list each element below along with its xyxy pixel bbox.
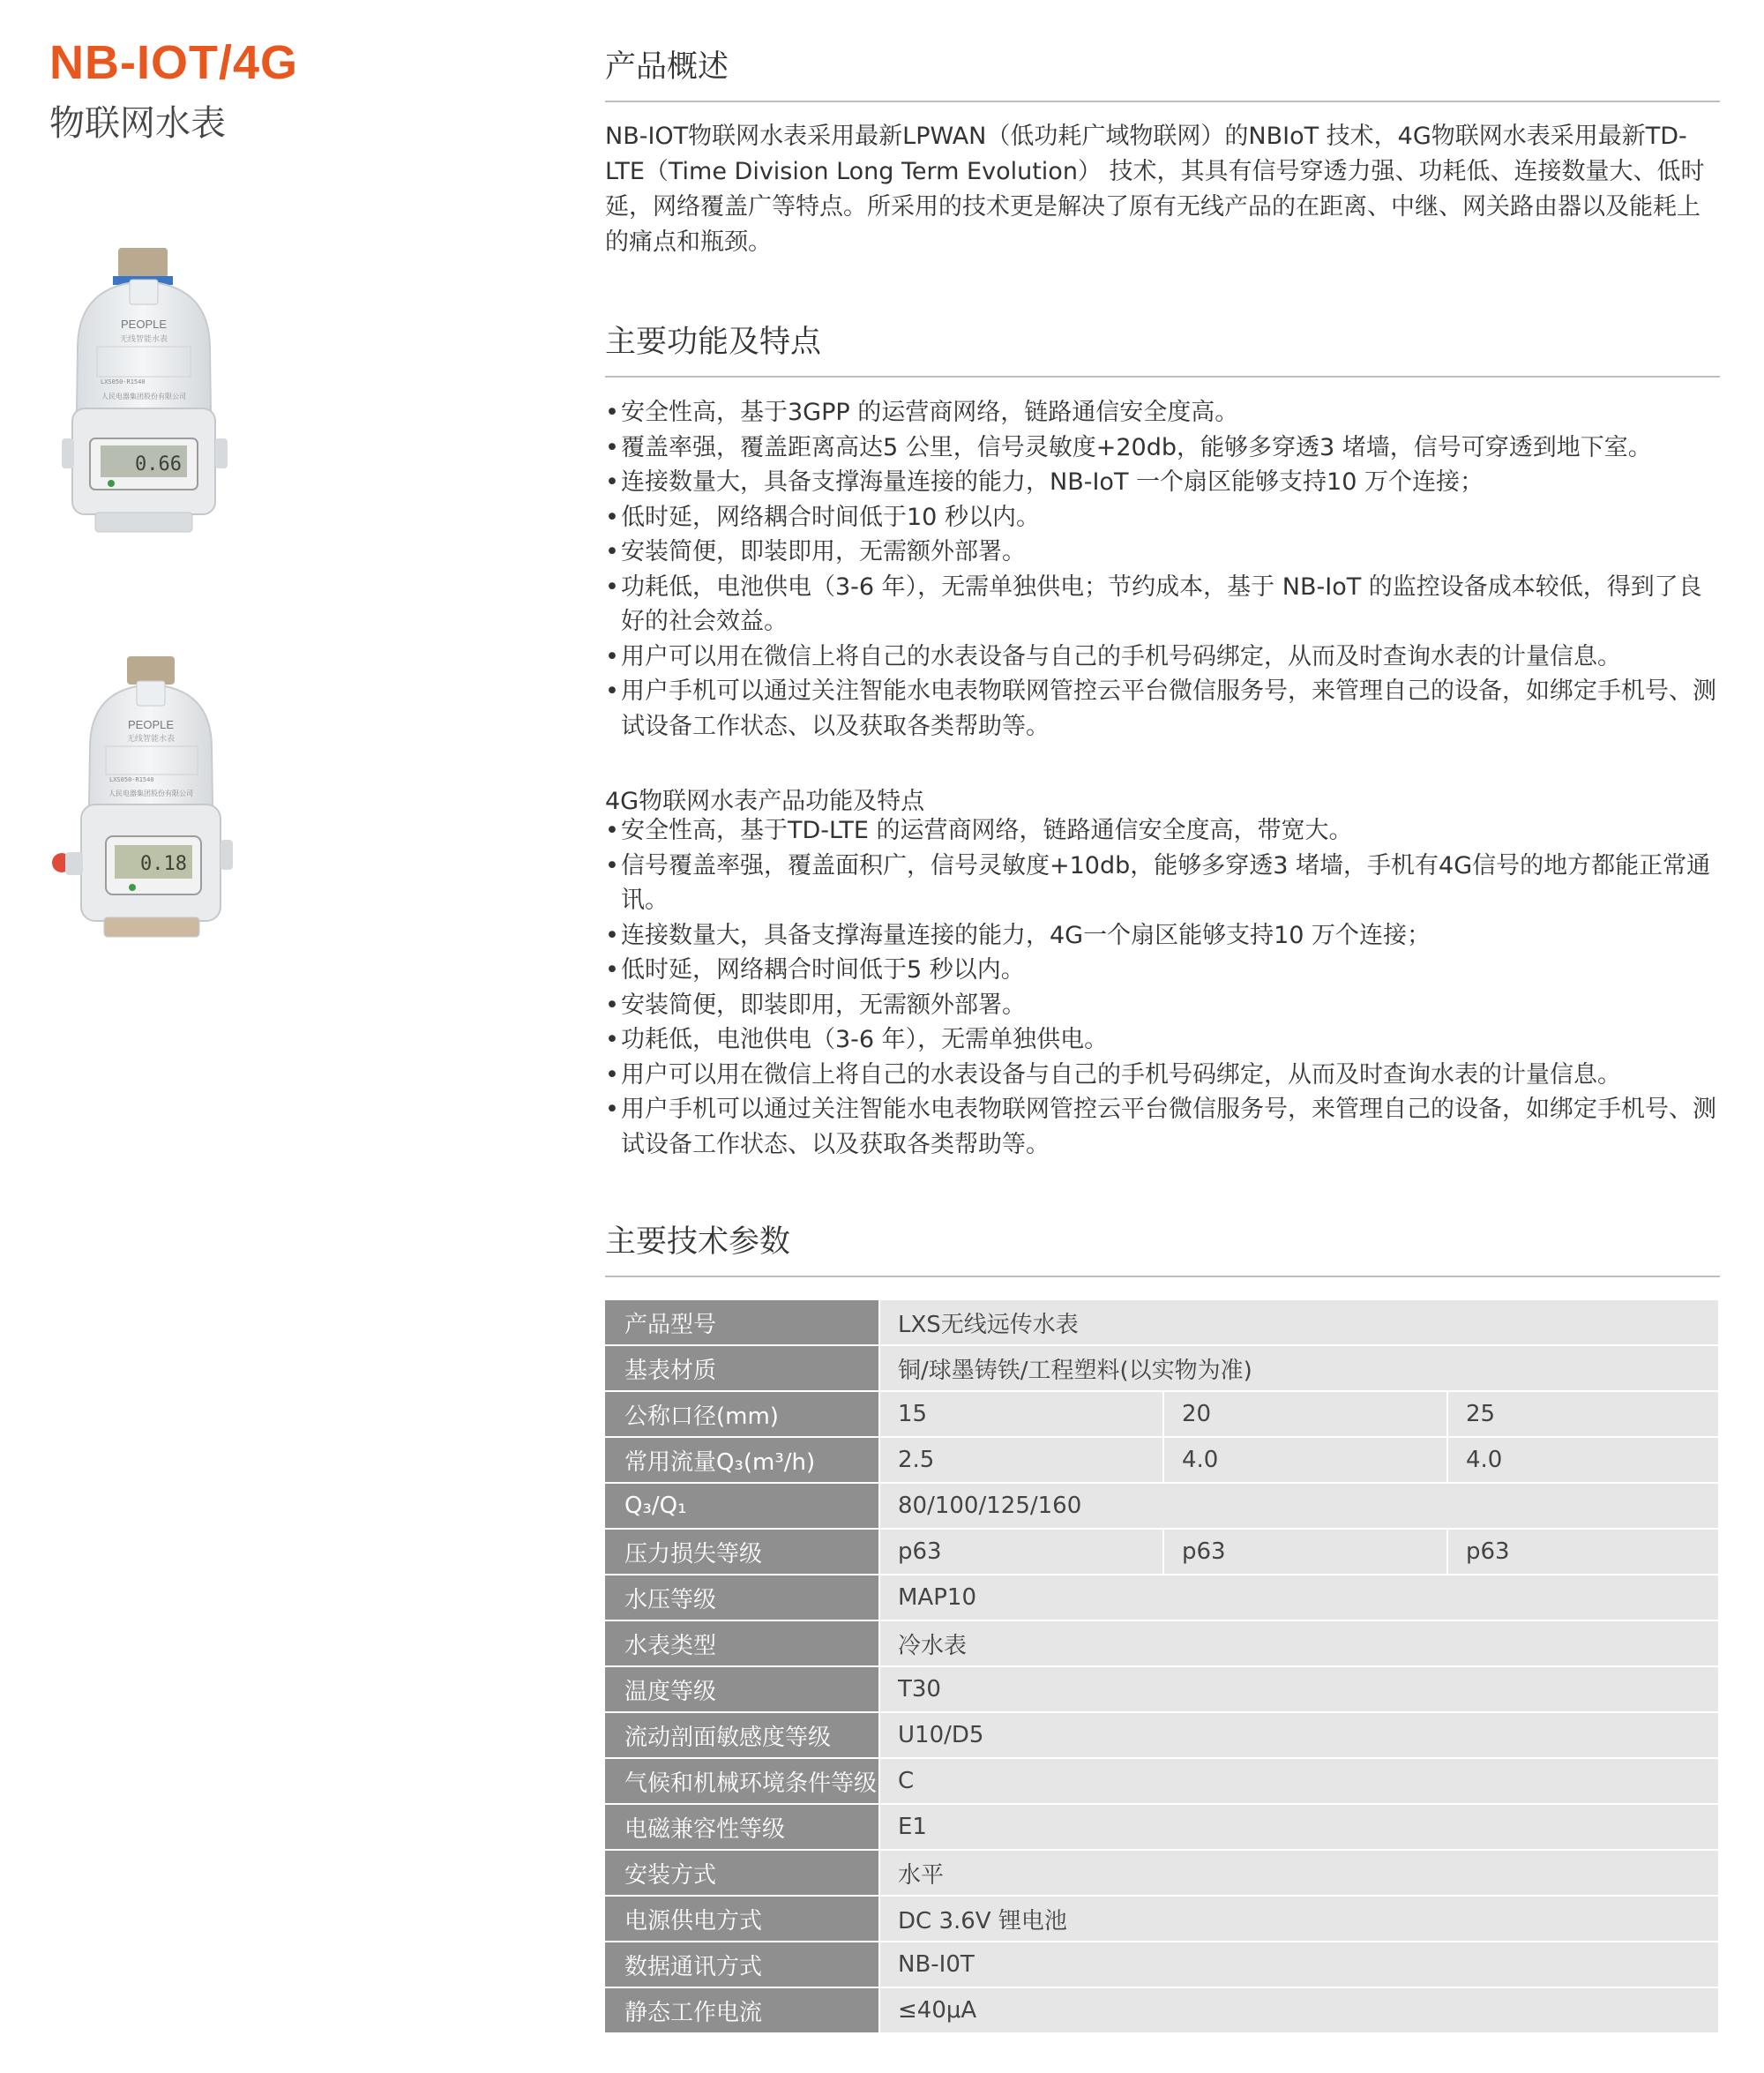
table-row <box>605 1712 1718 1758</box>
nb-feature-list <box>605 395 1720 744</box>
table-row <box>605 1575 1718 1620</box>
list-item: • 安全性高，基于TD-LTE 的运营商网络，链路通信安全度高，带宽大。 <box>605 813 1720 849</box>
meter-brand: PEOPLE <box>120 318 168 331</box>
pipe-connector <box>127 656 175 685</box>
spec-value: 冷水表 <box>879 1620 1718 1666</box>
spec-value: ≤40μA <box>879 1987 1718 2033</box>
spec-value: NB-I0T <box>879 1942 1718 1987</box>
table-row <box>605 1300 1718 1345</box>
spec-value: DC 3.6V 锂电池 <box>879 1896 1718 1942</box>
overview-text: NB-IOT物联网水表采用最新LPWAN（低功耗广域物联网）的NBIoT 技术，4G物联网水表采用最新TD-LTE（Time Division Long Term Evolution） 技术，其具有信号穿透力强、功耗低、连接数量大、低时延，网络覆盖广等特点。所采用的技术更是解决了原有无线产品的在距离、中继、网关路由器以及能耗上的痛点和瓶颈。 <box>605 123 1705 256</box>
list-item: • 低时延，网络耦合时间低于10 秒以内。 <box>605 500 1720 535</box>
pipe-connector <box>118 248 168 278</box>
table-row <box>605 1987 1718 2033</box>
list-item: • 功耗低，电池供电（3-6 年），无需单独供电；节约成本，基于 NB-IoT 的监控设备成本较低，得到了良好的社会效益。 <box>605 570 1720 640</box>
table-row <box>605 1896 1718 1942</box>
list-item: • 用户手机可以通过关注智能水电表物联网管控云平台微信服务号，来管理自己的设备，如绑定手机号、测试设备工作状态、以及获取各类帮助等。 <box>605 674 1720 744</box>
spec-key: 产品型号 <box>605 1300 879 1345</box>
overview-heading: 产品概述 <box>605 42 1720 102</box>
product-subtitle: 物联网水表 <box>49 103 226 144</box>
spec-key: 温度等级 <box>605 1666 879 1712</box>
spec-key: 流动剖面敏感度等级 <box>605 1712 879 1758</box>
spec-key: 基表材质 <box>605 1345 879 1391</box>
spec-value: 20 <box>1163 1391 1447 1437</box>
spec-value: E1 <box>879 1804 1718 1850</box>
table-row <box>605 1942 1718 1987</box>
spec-key: 压力损失等级 <box>605 1529 879 1575</box>
meter-model-line: 无线智能水表 <box>119 335 168 344</box>
features-heading: 主要功能及特点 <box>605 318 1720 378</box>
list-item: • 功耗低，电池供电（3-6 年），无需单独供电。 <box>605 1022 1720 1058</box>
list-item: • 信号覆盖率强，覆盖面积广，信号灵敏度+10db，能够多穿透3 堵墙，手机有4G信号的地方都能正常通讯。 <box>605 849 1720 918</box>
spec-value: p63 <box>879 1529 1163 1575</box>
table-row <box>605 1345 1718 1391</box>
spec-key: Q₃/Q₁ <box>605 1483 879 1529</box>
spec-value: 2.5 <box>879 1437 1163 1483</box>
table-row <box>605 1529 1718 1575</box>
spec-value: 80/100/125/160 <box>879 1483 1718 1529</box>
spec-key: 数据通讯方式 <box>605 1942 879 1987</box>
list-item: • 安装简便，即装即用，无需额外部署。 <box>605 535 1720 570</box>
spec-value: LXS无线远传水表 <box>879 1300 1718 1345</box>
spec-value: 4.0 <box>1447 1437 1718 1483</box>
spec-key: 电磁兼容性等级 <box>605 1804 879 1850</box>
spec-key: 静态工作电流 <box>605 1987 879 2033</box>
spec-value: p63 <box>1163 1529 1447 1575</box>
meter-serial: LXS050-R1540 <box>109 776 154 783</box>
status-led-icon <box>108 480 115 487</box>
spec-key: 电源供电方式 <box>605 1896 879 1942</box>
spec-value: 4.0 <box>1163 1437 1447 1483</box>
spec-key: 水表类型 <box>605 1620 879 1666</box>
specs-heading: 主要技术参数 <box>605 1217 1720 1277</box>
table-row <box>605 1437 1718 1483</box>
list-item: • 用户可以用在微信上将自己的水表设备与自己的手机号码绑定，从而及时查询水表的计量信息。 <box>605 640 1720 675</box>
table-row <box>605 1758 1718 1804</box>
spec-key: 水压等级 <box>605 1575 879 1620</box>
lcd-reading: 0.66 <box>135 453 182 475</box>
list-item: • 连接数量大，具备支撑海量连接的能力，NB-IoT 一个扇区能够支持10 万个连接； <box>605 465 1720 500</box>
spec-value: C <box>879 1758 1718 1804</box>
meter-model-line: 无线智能水表 <box>126 735 176 744</box>
spec-value: 铜/球墨铸铁/工程塑料(以实物为准) <box>879 1345 1718 1391</box>
spec-key: 气候和机械环境条件等级 <box>605 1758 879 1804</box>
spec-value: T30 <box>879 1666 1718 1712</box>
spec-value: 15 <box>879 1391 1163 1437</box>
list-item: • 连接数量大，具备支撑海量连接的能力，4G一个扇区能够支持10 万个连接； <box>605 918 1720 954</box>
product-title: NB-IOT/4G <box>49 36 299 89</box>
4g-feature-list <box>605 813 1720 1162</box>
table-row <box>605 1620 1718 1666</box>
4g-meter-image <box>42 653 254 953</box>
spec-value: 水平 <box>879 1850 1718 1896</box>
spec-table <box>605 1300 1718 2034</box>
table-row <box>605 1391 1718 1437</box>
meter-brand: PEOPLE <box>127 718 175 731</box>
list-item: • 覆盖率强，覆盖距离高达5 公里，信号灵敏度+20db，能够多穿透3 堵墙，信号可穿透到地下室。 <box>605 430 1720 466</box>
table-row <box>605 1804 1718 1850</box>
spec-key: 公称口径(mm) <box>605 1391 879 1437</box>
list-item: • 低时延，网络耦合时间低于5 秒以内。 <box>605 953 1720 988</box>
spec-value: p63 <box>1447 1529 1718 1575</box>
spec-key: 安装方式 <box>605 1850 879 1896</box>
list-item: • 用户手机可以通过关注智能水电表物联网管控云平台微信服务号，来管理自己的设备，如绑定手机号、测试设备工作状态、以及获取各类帮助等。 <box>605 1092 1720 1162</box>
list-item: • 用户可以用在微信上将自己的水表设备与自己的手机号码绑定，从而及时查询水表的计量信息。 <box>605 1058 1720 1093</box>
list-item: • 安全性高，基于3GPP 的运营商网络，链路通信安全度高。 <box>605 395 1720 430</box>
table-row <box>605 1483 1718 1529</box>
nb-iot-meter-image <box>42 243 245 547</box>
meter-serial: LXS050-R1540 <box>101 378 146 385</box>
table-row <box>605 1850 1718 1896</box>
spec-value: 25 <box>1447 1391 1718 1437</box>
lcd-reading: 0.18 <box>140 853 187 875</box>
list-item: • 安装简便，即装即用，无需额外部署。 <box>605 988 1720 1023</box>
4g-features-heading: 4G物联网水表产品功能及特点 <box>605 788 925 815</box>
meter-company: 人民电器集团股份有限公司 <box>101 393 186 400</box>
table-row <box>605 1666 1718 1712</box>
meter-company: 人民电器集团股份有限公司 <box>108 790 193 797</box>
spec-value: U10/D5 <box>879 1712 1718 1758</box>
status-led-icon <box>129 884 136 891</box>
spec-key: 常用流量Q₃(m³/h) <box>605 1437 879 1483</box>
spec-value: MAP10 <box>879 1575 1718 1620</box>
